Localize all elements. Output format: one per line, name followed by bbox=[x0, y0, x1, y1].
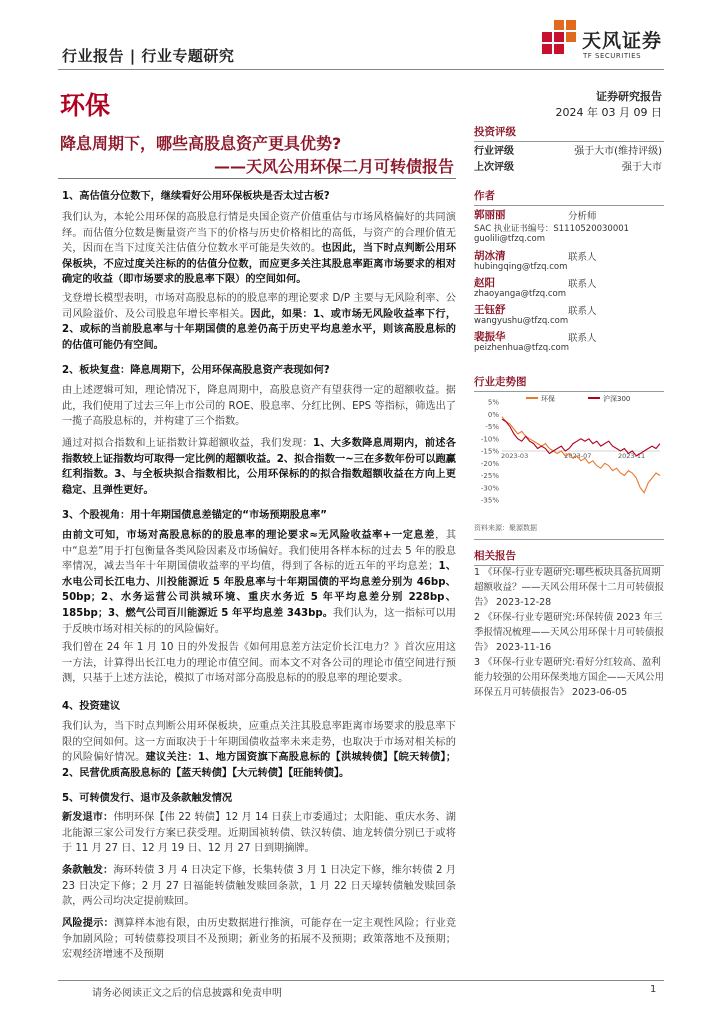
author-role: 联系人 bbox=[568, 279, 597, 290]
related-heading: 相关报告 bbox=[474, 548, 664, 566]
y-tick-label: 5% bbox=[487, 398, 499, 407]
para-bold-run: 1、大多数降息周期内，前述各指数较上证指数均可取得一定比例的超额收益。2、拟合指数一~三在多数年份可以跑赢红利指数。3、与全板块拟合指数相比，公用环保标的的拟合指数超额收益在方向上更稳定、且弹性更好。 bbox=[62, 438, 456, 496]
report-type: 行业报告 | 行业专题研究 bbox=[62, 47, 235, 65]
prev-rating-value: 强于大市 bbox=[622, 162, 662, 173]
trend-heading: 行业走势图 bbox=[474, 374, 664, 392]
industry-rating-row bbox=[474, 142, 662, 157]
para-bold-run: 因此，如果：1、或市场无风险收益率下行，2、或标的当前股息率与十年期国债的息差仍高于历史平均息差水平，则该高股息标的的估值可能仍有空间。 bbox=[62, 308, 457, 351]
para-run: 海环转债 3 月 4 日决定下修，长集转债 3 月 1 日决定下修，维尔转债 2 月 23 日决定下修；2 月 27 日福能转债触发赎回条款，1 月 22 日天壕转债触发赎回条款，两公司均决定提前赎回。 bbox=[62, 865, 456, 908]
para-5-2 bbox=[62, 863, 456, 910]
y-tick-label: -35% bbox=[480, 496, 499, 505]
authors-heading: 作者 bbox=[474, 188, 664, 206]
report-date: 2024 年 03 月 09 日 bbox=[555, 106, 662, 119]
title-divider bbox=[58, 178, 456, 179]
legend-label: 沪深300 bbox=[603, 395, 631, 403]
para-run: 测算样本池有限，由历史数据进行推演，可能存在一定主观性风险；行业竞争加剧风险；可转债募投项目不及预期；新业务的拓展不及预期；政策落地不及预期；宏观经济增速不及预期 bbox=[62, 918, 457, 961]
author-email[interactable]: wangyushu@tfzq.com bbox=[474, 316, 569, 326]
para-run: 我们曾在 24 年 1 月 10 日的外发报告《如何用息差方法定价长江电力？》首次应用这一方法，计算得出长江电力的理论市值空间。而本文不对各公司的理论市值空间进行预测，只基于上述方法论，模拟了市场对部分高股息标的的股息率的理论要求。 bbox=[62, 642, 456, 685]
y-tick-label: -5% bbox=[485, 423, 499, 431]
para-run: 通过对拟合指数和上证指数计算超额收益，我们发现： bbox=[62, 438, 313, 449]
para-bold-run: 由前文可知，市场对高股息标的的股息率的理论要求≈无风险收益率+一定息差 bbox=[62, 530, 436, 541]
logo-text: 天风证券 bbox=[582, 30, 663, 52]
report-subtitle: ——天风公用环保二月可转债报告 bbox=[213, 157, 454, 176]
chart-source: 资料来源：聚源数据 bbox=[474, 524, 537, 532]
header-divider bbox=[58, 69, 664, 70]
related-report-2[interactable]: 2 《环保-行业专题研究:环保转债 2023 年三季报情况梳理——天风公用环保十月可转债报告》 2023-11-16 bbox=[474, 612, 665, 653]
series-line-hs300 bbox=[502, 419, 660, 456]
para-1-1 bbox=[62, 210, 456, 288]
footer-divider bbox=[58, 980, 664, 981]
author-email[interactable]: zhaoyanga@tfzq.com bbox=[474, 289, 567, 299]
para-run: ，其中“息差”用于打包衡量各类风险因素及市场偏好。我们使用各样本标的过去 5 年的股息率情况，减去当年十年期国债收益率的平均值，得到了各标的近五年的平均息差； bbox=[62, 530, 457, 573]
para-1-2 bbox=[62, 291, 456, 353]
para-run: 戈登增长模型表明，市场对高股息标的的股息率的理论要求 D/P 主要与无风险利率、公司风险溢价、及公司股息年增长率相关。 bbox=[62, 293, 456, 320]
x-tick-label: 2023-07 bbox=[564, 452, 592, 460]
y-tick-label: 0% bbox=[487, 410, 499, 419]
para-bold-run: 也因此，当下时点判断公用环保板块，不应过度关注标的的估值分位数，而应更多关注其股息率距离市场要求的相对确定的收益（即市场要求的股息率下限）的空间如何。 bbox=[62, 243, 457, 286]
footer-disclaimer: 请务必阅读正文之后的信息披露和免责申明 bbox=[92, 988, 282, 999]
para-bold-run: 建议关注：1、地方国资旗下高股息标的【洪城转债】【皖天转债】；2、民营优质高股息标的【蓝天转债】【大元转债】【旺能转债】。 bbox=[62, 752, 457, 779]
para-bold-run: 风险提示： bbox=[62, 918, 114, 929]
para-bold-run: 新发退市： bbox=[62, 812, 114, 823]
tf-logo-icon bbox=[536, 16, 582, 62]
para-run: 由上述逻辑可知，理论情况下，降息周期中，高股息资产有望获得一定的超额收益。据此，我们使用了过去三年上市公司的 ROE、股息率、分红比例、EPS 等指标，筛选出了一揽子高股息标的，并构建了三个指数。 bbox=[62, 385, 456, 428]
sector-title: 环保 bbox=[60, 91, 111, 120]
para-4-1 bbox=[62, 719, 456, 781]
para-5-3 bbox=[62, 916, 456, 963]
report-kind: 证券研究报告 bbox=[596, 90, 662, 103]
y-tick-label: -15% bbox=[480, 447, 499, 456]
author-name: 裴振华 bbox=[474, 331, 506, 343]
related-report-3[interactable]: 3 《环保-行业专题研究:看好分红较高、盈利能力较强的公用环保类地方国企——天风公用环保五月可转债报告》 2023-06-05 bbox=[474, 657, 665, 698]
para-2-2 bbox=[62, 436, 456, 498]
rating-heading: 投资评级 bbox=[474, 124, 664, 142]
y-tick-label: -25% bbox=[480, 472, 499, 480]
para-run: 我们认为，当下时点判断公用环保板块，应重点关注其股息率距离市场要求的股息率下限的空间如何。这一方面取决于十年期国债收益率未来走势，也取决于市场对相关标的的风险偏好情况。 bbox=[62, 721, 456, 764]
para-3-1 bbox=[62, 528, 456, 637]
author-name: 胡冰清 bbox=[474, 250, 506, 262]
para-run: 我们认为，这一指标可以用于反映市场对相关标的的风险偏好。 bbox=[62, 607, 456, 635]
logo-subtext: TF SECURITIES bbox=[583, 52, 642, 60]
author-role: 分析师 bbox=[568, 211, 597, 222]
author-name: 赵阳 bbox=[474, 277, 495, 289]
para-run: 我们认为，本轮公用环保的高股息行情是央国企资产价值重估与市场风格偏好的共同演绎。而估值分位数是衡量资产当下的价格与历史价格相比的高低，与资产的合理价值无关，因而在当下过度关注估值分位数水平可能是失效的。 bbox=[62, 212, 456, 255]
para-bold-run: 1、水电公司长江电力、川投能源近 5 年股息率与十年期国债的平均息差分别为 46bp、50bp；2、水务运营公司洪城环境、重庆水务近 5 年平均息差分别 228bp、185bp；3、燃气公司百川能源近 5 年平均息差 343bp。 bbox=[62, 561, 457, 619]
author-email[interactable]: guolili@tfzq.com bbox=[474, 234, 545, 244]
y-tick-label: -10% bbox=[480, 435, 499, 444]
section-heading-2: 2、板块复盘：降息周期下，公用环保高股息资产表现如何? bbox=[62, 365, 330, 376]
para-3-2 bbox=[62, 640, 456, 687]
related-report-1[interactable]: 1 《环保-行业专题研究:哪些板块具备抗周期超额收益？——天风公用环保十二月可转债报告》 2023-12-28 bbox=[474, 567, 665, 608]
author-name: 郭丽丽 bbox=[474, 209, 506, 221]
author-name: 王钰舒 bbox=[474, 304, 506, 316]
y-tick-label: -30% bbox=[480, 484, 499, 493]
author-role: 联系人 bbox=[568, 306, 597, 317]
x-tick-label: 2023-11 bbox=[617, 452, 646, 460]
section-heading-1: 1、高估值分位数下，继续看好公用环保板块是否太过古板? bbox=[62, 191, 330, 202]
trend-chart bbox=[474, 392, 664, 510]
y-tick-label: -20% bbox=[480, 459, 499, 468]
author-role: 联系人 bbox=[568, 333, 597, 344]
author-email[interactable]: hubingqing@tfzq.com bbox=[474, 262, 568, 272]
page-number: 1 bbox=[650, 984, 657, 995]
para-2-1 bbox=[62, 383, 456, 430]
para-bold-run: 条款触发： bbox=[62, 865, 114, 876]
section-heading-3: 3、个股视角：用十年期国债息差锚定的“市场预期股息率” bbox=[62, 510, 327, 521]
prev-rating-row bbox=[474, 158, 662, 173]
para-5-1 bbox=[62, 810, 456, 857]
author-role: 联系人 bbox=[568, 252, 597, 263]
report-title: 降息周期下，哪些高股息资产更具优势? bbox=[60, 134, 342, 153]
chart-divider bbox=[474, 539, 664, 540]
author-cert: SAC 执业证书编号：S1110520030001 bbox=[474, 224, 630, 234]
x-tick-label: 2023-03 bbox=[501, 452, 529, 460]
legend-label: 环保 bbox=[541, 395, 555, 403]
industry-rating-value: 强于大市(维持评级) bbox=[574, 146, 662, 157]
industry-rating-label: 行业评级 bbox=[474, 146, 514, 157]
section-heading-4: 4、投资建议 bbox=[62, 701, 121, 712]
para-run: 伟明环保【伟 22 转债】12 月 14 日获上市委通过；太阳能、重庆水务、湖北能源三家公司发行方案已获受理。近期国祯转债、铁汉转债、迪龙转债分别已于或将于 11 月 27 日、12 月 19 日、12 月 27 日到期摘牌。 bbox=[62, 812, 456, 855]
section-heading-5: 5、可转债发行、退市及条款触发情况 bbox=[62, 793, 233, 804]
author-email[interactable]: peizhenhua@tfzq.com bbox=[474, 343, 569, 353]
prev-rating-label: 上次评级 bbox=[474, 162, 514, 173]
